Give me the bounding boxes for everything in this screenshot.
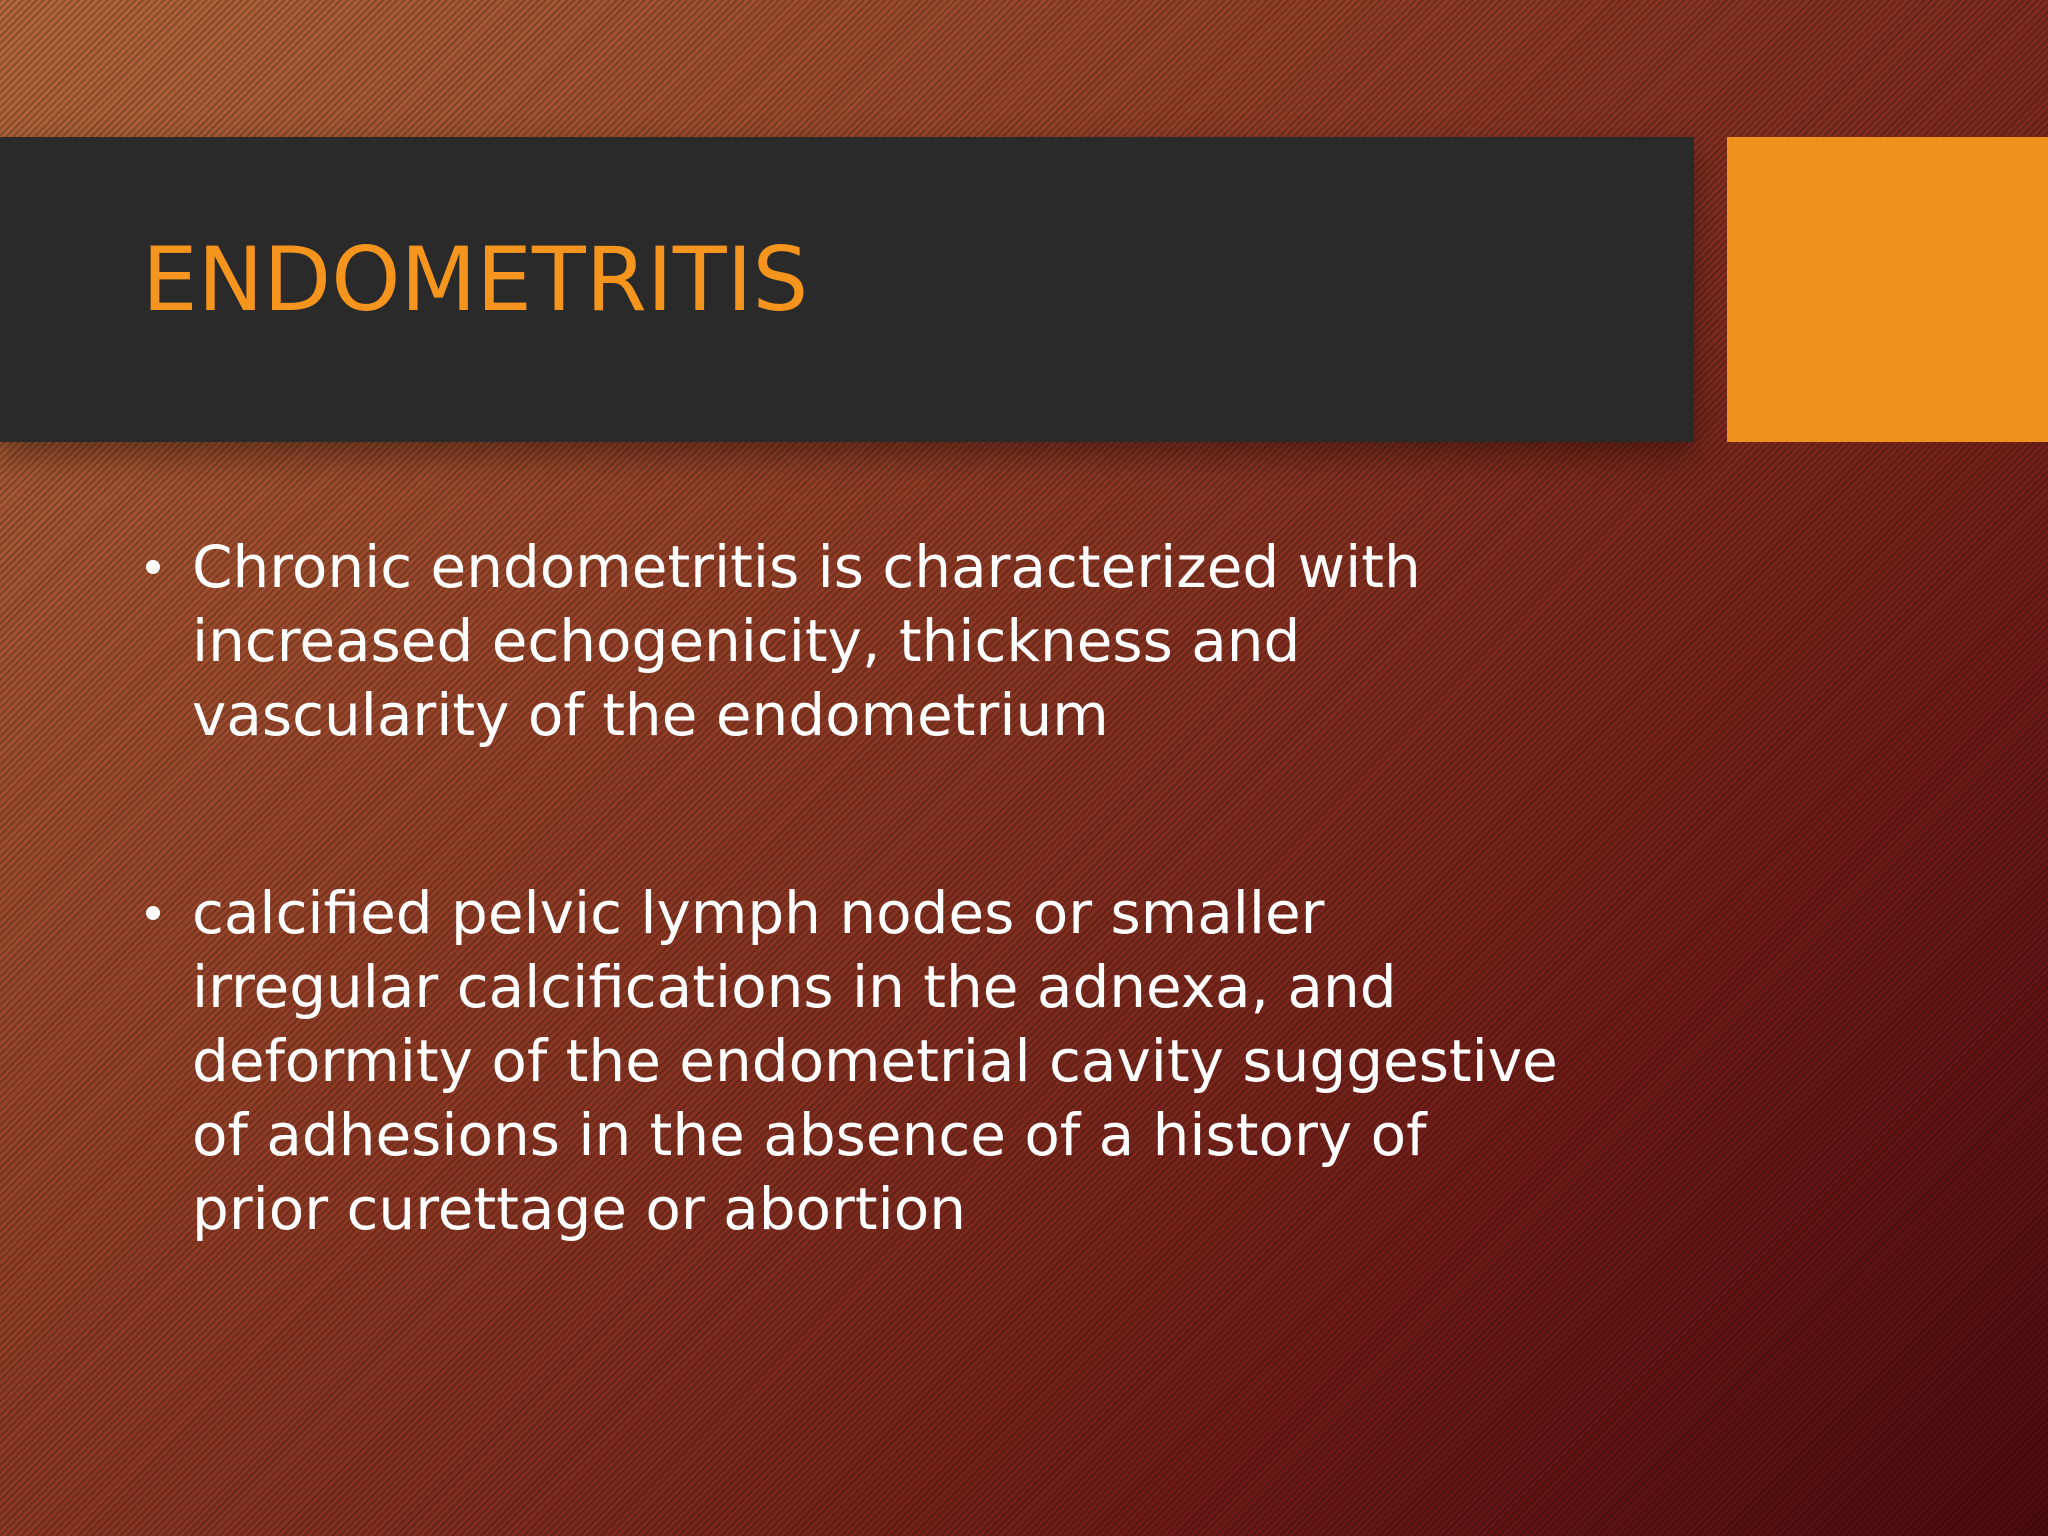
bullet-line: calcified pelvic lymph nodes or smaller bbox=[192, 879, 1325, 947]
slide-title: ENDOMETRITIS bbox=[142, 228, 809, 331]
bullet-line: irregular calcifications in the adnexa, and bbox=[192, 953, 1397, 1021]
bullet-line: deformity of the endometrial cavity suggestive bbox=[192, 1027, 1558, 1095]
bullet-line: prior curettage or abortion bbox=[192, 1175, 966, 1243]
bullet-list bbox=[142, 530, 1702, 1370]
accent-block bbox=[1727, 137, 2048, 442]
bullet-line: increased echogenicity, thickness and bbox=[192, 607, 1301, 675]
bullet-line: Chronic endometritis is characterized with bbox=[192, 533, 1421, 601]
bullet-dot-icon bbox=[146, 906, 160, 920]
bullet-item bbox=[142, 530, 1702, 752]
bullet-line: vascularity of the endometrium bbox=[192, 681, 1109, 749]
bullet-dot-icon bbox=[146, 560, 160, 574]
bullet-line: of adhesions in the absence of a history of bbox=[192, 1101, 1427, 1169]
bullet-item bbox=[142, 876, 1702, 1246]
